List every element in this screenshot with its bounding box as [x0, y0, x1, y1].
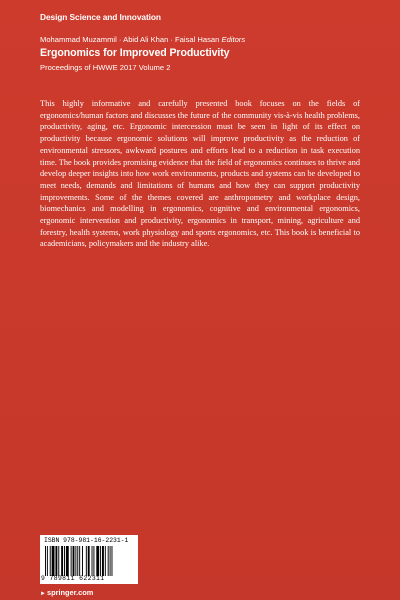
barcode-icon [45, 546, 135, 576]
book-title: Ergonomics for Improved Productivity [40, 47, 230, 59]
editor-names: Mohammad Muzammil · Abid Ali Khan · Faisal Hasan [40, 35, 220, 44]
isbn-number: ISBN 978-981-16-2231-1 [44, 537, 129, 544]
series-name: Design Science and Innovation [40, 12, 161, 22]
website-label: springer.com [46, 588, 94, 597]
barcode-panel [40, 535, 138, 584]
editors-label: Editors [221, 35, 246, 44]
barcode-digits: 9 789811 622311 [41, 575, 105, 582]
website-link[interactable] [40, 588, 93, 597]
book-description: This highly informative and carefully presented book focuses on the fields of ergonomics/human factors and discusses the future of the community vis-à-vis health problems, productivity, aging, etc. Ergonomic intercession must be seen in light of its effect on productivity because ergonomic solutions will improve productivity as the reduction of environmental stressors, awkward postures and efforts lead to a reduction in task execution time. The book provides promising evidence that the field of ergonomics continues to thrive and develop deeper insights into how work environments, products and systems can be developed to meet needs, demands and limitations of humans and how they can support productivity improvements. Some of the themes covered are anthropometry and workplace design, biomechanics and modelling in ergonomics, cognitive and environmental ergonomics, ergonomic intervention and productivity, ergonomics in transport, mining, agriculture and forestry, health systems, work physiology and sports ergonomics, etc. This book is beneficial to academicians, policymakers and the industry alike. [40, 99, 360, 249]
arrow-icon: ► [40, 591, 46, 597]
book-subtitle: Proceedings of HWWE 2017 Volume 2 [40, 63, 171, 72]
editors-line [40, 35, 245, 44]
